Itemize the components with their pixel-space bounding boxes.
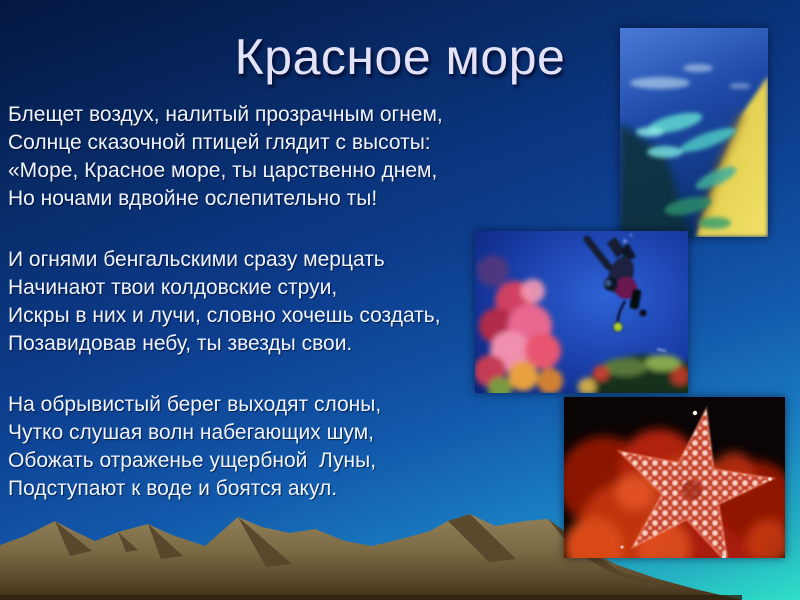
aerial-reef-graphic (620, 28, 768, 237)
poem-line: Подступают к воде и боятся акул. (8, 477, 338, 500)
poem-line: Чутко слушая волн набегающих шум, (8, 421, 374, 444)
poem-line: Солнце сказочной птицей глядит с высоты: (8, 131, 431, 154)
red-starfish-photo (564, 397, 785, 558)
poem-line: Позавидовав небу, ты звезды свои. (8, 332, 353, 355)
diver-coral-photo (475, 231, 688, 393)
poem-line: На обрывистый берег выходят слоны, (8, 393, 382, 416)
poem-line: И огнями бенгальскими сразу мерцать (8, 248, 385, 271)
poem-line: Искры в них и лучи, словно хочешь создать, (8, 304, 441, 327)
poem-text (8, 101, 478, 536)
poem-line: «Море, Красное море, ты царственно днем, (8, 159, 438, 182)
poem-stanza-1 (8, 101, 478, 213)
poem-line: Но ночами вдвойне ослепительно ты! (8, 187, 378, 210)
poem-line: Обожать отраженье ущербной Луны, (8, 449, 377, 472)
diver-coral-graphic (475, 231, 688, 393)
poem-line: Начинают твои колдовские струи, (8, 276, 338, 299)
poem-stanza-3 (8, 391, 478, 503)
page-title: Красное море (234, 29, 566, 85)
poem-line: Блещет воздух, налитый прозрачным огнем, (8, 103, 443, 126)
aerial-reef-photo (620, 28, 768, 237)
poem-stanza-2 (8, 246, 478, 358)
red-starfish-graphic (564, 397, 785, 558)
